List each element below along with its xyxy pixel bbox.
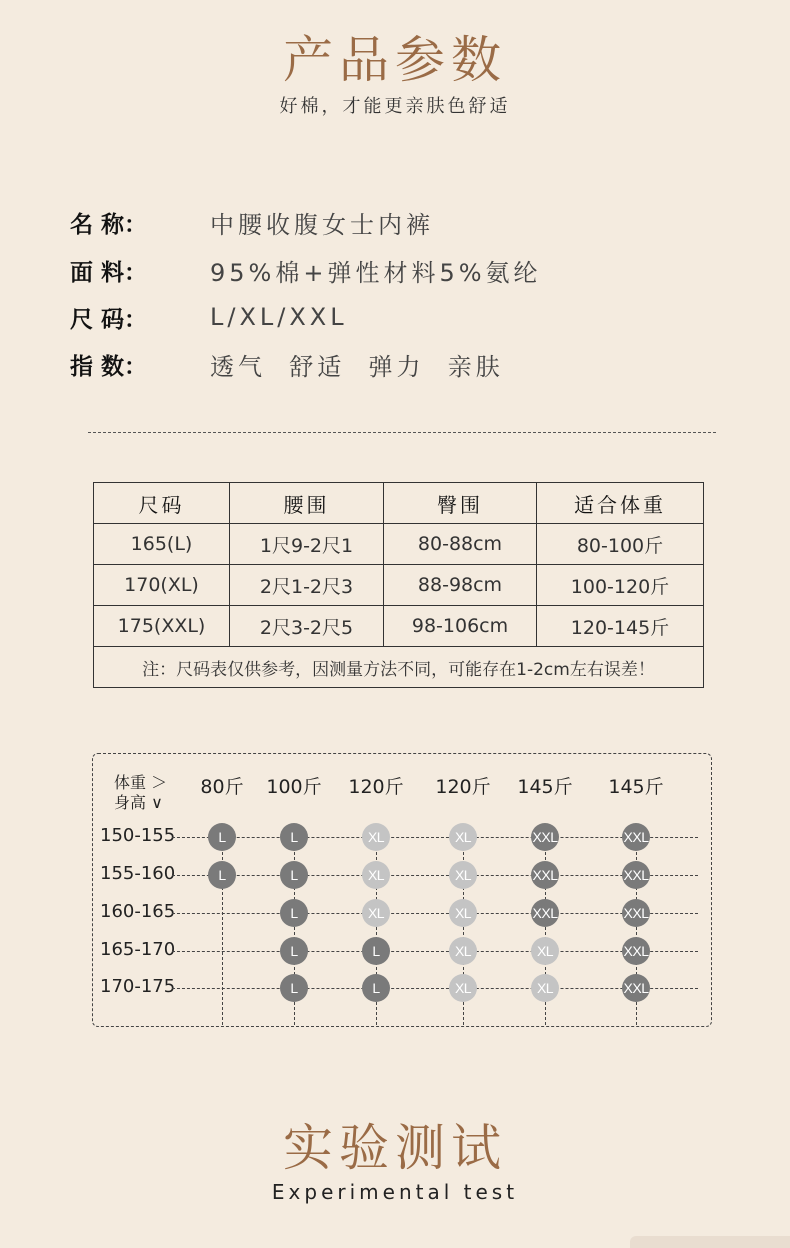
param-value: 中腰收腹女士内裤: [210, 210, 434, 239]
size-marker-xxl: XXL: [622, 861, 650, 889]
size-marker-l: L: [280, 823, 308, 851]
table-cell: 98-106cm: [384, 606, 537, 647]
table-row: [94, 565, 704, 606]
weight-col-header: 100斤: [266, 776, 322, 798]
table-header: 适合体重: [537, 483, 704, 524]
bottom-bar: [0, 1236, 790, 1248]
table-cell: 165(L): [94, 524, 230, 565]
weight-col-header: 145斤: [608, 776, 664, 798]
table-cell: 1尺9-2尺1: [230, 524, 384, 565]
param-row-fabric: [70, 250, 542, 290]
size-marker-xxl: XXL: [531, 861, 559, 889]
weight-col-header: 145斤: [517, 776, 573, 798]
size-marker-l: L: [208, 823, 236, 851]
size-table: [93, 482, 704, 688]
height-row-header: 165-170: [100, 939, 176, 960]
table-cell: 175(XXL): [94, 606, 230, 647]
table-cell: 2尺3-2尺5: [230, 606, 384, 647]
grid-hline: [172, 988, 698, 989]
size-marker-l: L: [208, 861, 236, 889]
table-row: [94, 524, 704, 565]
table-note-row: [94, 647, 704, 688]
section-subtitle: Experimental test: [271, 1180, 519, 1204]
param-row-size: [70, 297, 348, 337]
page-subtitle: 好棉，才能更亲肤色舒适: [279, 96, 511, 117]
weight-col-header: 80斤: [200, 776, 244, 798]
param-row-name: [70, 202, 434, 242]
size-marker-l: L: [280, 899, 308, 927]
grid-hline: [172, 913, 698, 914]
table-cell: 120-145斤: [537, 606, 704, 647]
size-marker-l: L: [280, 861, 308, 889]
table-cell: 170(XL): [94, 565, 230, 606]
size-marker-xl: XL: [531, 937, 559, 965]
param-value: 透气 舒适 弹力 亲肤: [210, 352, 504, 381]
weight-col-header: 120斤: [348, 776, 404, 798]
param-row-index: [70, 344, 504, 384]
height-row-header: 170-175: [100, 976, 176, 997]
table-header: 腰围: [230, 483, 384, 524]
corner-weight-label: 体重 ＞: [114, 773, 168, 792]
param-key: 尺 码：: [70, 306, 148, 333]
height-row-header: 155-160: [100, 863, 176, 884]
size-marker-xl: XL: [449, 899, 477, 927]
param-key: 指 数：: [70, 353, 148, 380]
table-cell: 80-100斤: [537, 524, 704, 565]
size-marker-l: L: [362, 937, 390, 965]
table-row: [94, 606, 704, 647]
size-marker-xl: XL: [449, 937, 477, 965]
size-marker-xxl: XXL: [531, 823, 559, 851]
size-marker-xl: XL: [362, 861, 390, 889]
table-header: 尺码: [94, 483, 230, 524]
size-marker-xxl: XXL: [622, 937, 650, 965]
size-marker-xl: XL: [449, 861, 477, 889]
size-marker-xl: XL: [449, 823, 477, 851]
size-marker-xl: XL: [449, 974, 477, 1002]
size-marker-xxl: XXL: [622, 899, 650, 927]
param-value: 95%棉+弹性材料5%氨纶: [210, 258, 542, 287]
param-value: L/XL/XXL: [210, 303, 348, 331]
size-marker-l: L: [280, 937, 308, 965]
size-marker-l: L: [362, 974, 390, 1002]
size-marker-xxl: XXL: [531, 899, 559, 927]
size-marker-xl: XL: [362, 899, 390, 927]
size-marker-xl: XL: [362, 823, 390, 851]
section-divider: [88, 432, 716, 433]
height-row-header: 160-165: [100, 901, 176, 922]
size-marker-xl: XL: [531, 974, 559, 1002]
param-key: 名 称：: [70, 211, 148, 238]
section-title: 实验测试: [283, 1119, 507, 1177]
size-marker-l: L: [280, 974, 308, 1002]
weight-col-header: 120斤: [435, 776, 491, 798]
table-header: 臀围: [384, 483, 537, 524]
grid-hline: [172, 837, 698, 838]
page-title: 产品参数: [283, 31, 507, 89]
table-header-row: [94, 483, 704, 524]
table-note: 注：尺码表仅供参考，因测量方法不同，可能存在1-2cm左右误差！: [94, 647, 704, 688]
height-row-header: 150-155: [100, 825, 176, 846]
grid-hline: [172, 875, 698, 876]
table-cell: 88-98cm: [384, 565, 537, 606]
size-marker-xxl: XXL: [622, 823, 650, 851]
grid-hline: [172, 951, 698, 952]
size-marker-xxl: XXL: [622, 974, 650, 1002]
table-cell: 2尺1-2尺3: [230, 565, 384, 606]
corner-height-label: 身高 ∨: [114, 793, 163, 812]
table-cell: 80-88cm: [384, 524, 537, 565]
param-key: 面 料：: [70, 259, 148, 286]
table-cell: 100-120斤: [537, 565, 704, 606]
